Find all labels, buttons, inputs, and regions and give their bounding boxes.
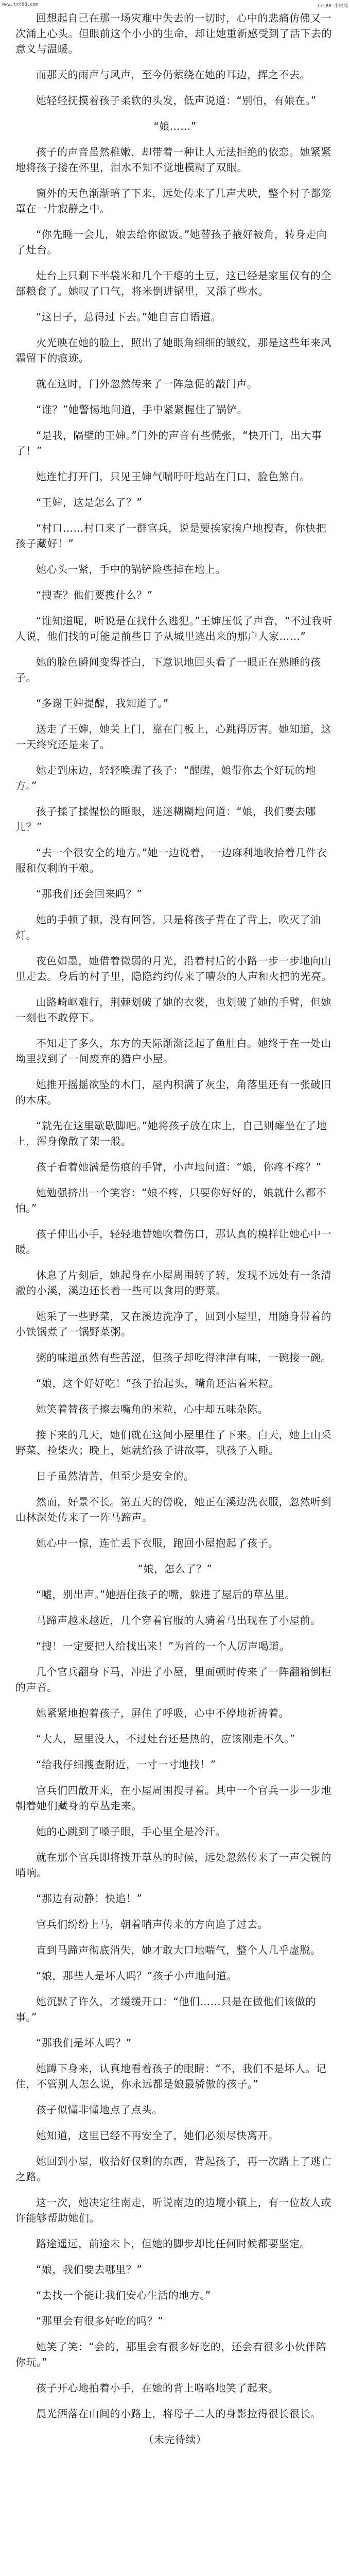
paragraph: 粥的味道虽然有些苦涩，但孩子却吃得津津有味，一碗接一碗。 (36, 1351, 331, 1364)
paragraph: 她心中一惊，连忙丢下衣服，跑回小屋抱起了孩子。 (36, 1537, 279, 1549)
paragraph: “娘，那些人是坏人吗？”孩子小声地问道。 (36, 1970, 237, 1982)
paragraph: “那边有动静！快追！” (36, 1892, 143, 1905)
paragraph: 她轻轻抚摸着孩子柔软的头发，低声说道：“别怕，有娘在。” (36, 94, 317, 107)
paragraph: “这日子，总得过下去。”她自言自语道。 (36, 311, 222, 323)
paragraph: 孩子伸出小手，轻轻地替她吹着伤口，那认真的模样让她心中一暖。 (15, 1228, 331, 1256)
paragraph: 她的脸色瞬间变得苍白，下意识地回头看了一眼正在熟睡的孩子。 (15, 656, 321, 684)
paragraph: “谁？”她警惕地问道，手中紧紧握住了锅铲。 (36, 403, 248, 416)
paragraph: 她心头一紧，手中的锅铲险些掉在地上。 (36, 563, 226, 575)
paragraph: 孩子开心地拍着小手，在她的背上咯咯地笑了起来。 (36, 2382, 279, 2394)
paragraph: “搜查？他们要搜什么？” (36, 589, 153, 601)
paragraph: 就在那个官兵即将拨开草丛的时候，远处忽然传来了一声尖锐的哨响。 (15, 1851, 331, 1879)
paragraph: “村口……村口来了一群官兵，说是要挨家挨户地搜查，你快把孩子藏好！” (15, 522, 327, 550)
paragraph: 孩子看着她满是伤痕的手臂，小声地问道：“娘，你疼不疼？” (36, 1161, 322, 1173)
article-body (15, 10, 335, 2458)
paragraph: “娘，这个好好吃！”孩子抬起头，嘴角还沾着米粒。 (36, 1377, 279, 1389)
paragraph: “你先睡一会儿，娘去给你做饭。”她替孩子掖好被角，转身走向了灶台。 (15, 228, 327, 256)
paragraph: “是我，隔壁的王婶。”门外的声音有些慌张，“快开门，出大事了！” (15, 429, 322, 457)
paragraph: “娘，我们要去哪里？” (36, 2263, 143, 2276)
paragraph: 她的手顿了顿，没有回答，只是将孩子背在了背上，吹灭了油灯。 (15, 913, 321, 941)
paragraph: 她笑着替孩子擦去嘴角的米粒，心中却五味杂陈。 (36, 1403, 268, 1415)
paragraph: 火光映在她的脸上，照出了她眼角细细的皱纹，那是这些年来风霜留下的痕迹。 (15, 336, 331, 364)
paragraph: 夜色如墨，她借着微弱的月光，沿着村后的小路一步一步地向山里走去。身后的村子里，隐隐约约传来了嘈杂的人声和火把的光亮。 (15, 955, 332, 982)
header-site-name: txt80 小说网 (317, 4, 348, 9)
paragraph: 她回到小屋，收拾好仅剩的东西，背起孩子，再一次踏上了逃亡之路。 (15, 2155, 331, 2183)
paragraph: “就先在这里歇歇脚吧。”她将孩子放在床上，自己则瘫坐在了地上，浑身像散了架一般。 (15, 1120, 327, 1147)
paragraph: 送走了王婶，她关上门，靠在门板上，心跳得厉害。她知道，这一天终究还是来了。 (15, 723, 331, 751)
paragraph: “谁知道呢，听说是在找什么逃犯。”王婶压低了声音，“不过我听人说，他们找的可能是前些日子从城里逃出来的那户人家……” (15, 615, 333, 642)
paragraph: 孩子似懂非懂地点了点头。 (36, 2104, 163, 2116)
paragraph: 她的心跳到了嗓子眼，手心里全是冷汗。 (36, 1825, 226, 1838)
paragraph: “嘘，别出声。”她捂住孩子的嘴，躲进了屋后的草丛里。 (36, 1588, 295, 1601)
paragraph: 晨光洒落在山间的小路上，将母子二人的身影拉得很长很长。 (36, 2408, 321, 2420)
paragraph: 山路崎岖难行，荆棘划破了她的衣裳，也划破了她的手臂，但她一刻也不敢停下。 (15, 996, 331, 1024)
paragraph: 官兵们四散开来，在小屋周围搜寻着。其中一个官兵一步一步地朝着她们藏身的草丛走来。 (15, 1784, 331, 1812)
paragraph: （未完待续） (143, 2433, 207, 2446)
paragraph: “去找一个能让我们安心生活的地方。” (36, 2289, 211, 2301)
paragraph: “娘……” (153, 120, 197, 132)
paragraph: “搜！一定要把人给找出来！”为首的一个人厉声喝道。 (36, 1640, 290, 1652)
paragraph: 孩子的声音虽然稚嫩，却带着一种让人无法拒绝的依恋。她紧紧地将孩子搂在怀里，泪水不知不觉地模糊了双眼。 (15, 146, 331, 174)
paragraph: 就在这时，门外忽然传来了一阵急促的敲门声。 (36, 378, 258, 390)
paragraph: 她连忙打开门，只见王婶气喘吁吁地站在门口，脸色煞白。 (36, 470, 310, 483)
paragraph: 回想起自己在那一场灾难中失去的一切时，心中的悲痛仿佛又一次涌上心头。但眼前这个小小的生命，却让她重新感受到了活下去的意义与温暖。 (15, 12, 332, 55)
paragraph: “多谢王婶提醒，我知道了。” (36, 697, 169, 709)
paragraph: 她知道，这里已经不再安全了，她们必须尽快离开。 (36, 2129, 279, 2142)
paragraph: 她勉强挤出一个笑容：“娘不疼，只要你好好的，娘就什么都不怕。” (15, 1187, 327, 1214)
paragraph: 灶台上只剩下半袋米和几个干瘪的土豆，这已经是家里仅有的全部粮食了。她叹了口气，将米倒进锅里，又添了些水。 (15, 269, 331, 297)
header-site-url[interactable]: www.txt80.com (2, 2, 39, 7)
page-header (2, 2, 348, 9)
paragraph: 几个官兵翻身下马，冲进了小屋，里面顿时传来了一阵翻箱倒柜的声音。 (15, 1666, 331, 1693)
paragraph: “给我仔细搜查附近，一寸一寸地找！” (36, 1758, 216, 1771)
paragraph: 这一次，她决定往南走，听说南边的边境小镇上，有一位故人或许能够帮助她们。 (15, 2196, 331, 2224)
paragraph: “娘，怎么了？” (137, 1563, 213, 1575)
paragraph: 马蹄声越来越近，几个穿着官服的人骑着马出现在了小屋前。 (36, 1614, 321, 1626)
paragraph: 日子虽然清苦，但至少是安全的。 (36, 1470, 195, 1482)
paragraph: 她沉默了许久，才缓缓开口：“他们……只是在做他们该做的事。” (15, 1995, 316, 2023)
paragraph: “去一个很安全的地方。”她一边说着，一边麻利地收拾着几件衣服和仅剩的干粮。 (15, 846, 327, 874)
paragraph: “那我们是坏人吗？” (36, 2037, 132, 2049)
paragraph: 她笑了笑：“会的，那里会有很多好吃的，还会有很多小伙伴陪你玩。” (15, 2341, 327, 2368)
paragraph: 她紧紧地抱着孩子，屏住了呼吸，心中不停地祈祷着。 (36, 1707, 289, 1719)
paragraph: 而那天的雨声与风声，至今仍萦绕在她的耳边，挥之不去。 (36, 69, 310, 81)
paragraph: 窗外的天色渐渐暗了下来，远处传来了几声犬吠，整个村子都笼罩在一片寂静之中。 (15, 187, 331, 215)
paragraph: 直到马蹄声彻底消失，她才敢大口地喘气，整个人几乎虚脱。 (36, 1944, 321, 1956)
paragraph: 接下来的几天，她们就在这间小屋里住了下来。白天，她上山采野菜、捡柴火；晚上，她就给孩子讲故事，哄孩子入睡。 (15, 1429, 331, 1456)
paragraph: 孩子揉了揉惺忪的睡眼，迷迷糊糊地问道：“娘，我们要去哪儿？” (15, 805, 316, 833)
paragraph: 她推开摇摇欲坠的木门，屋内积满了灰尘，角落里还有一张破旧的木床。 (15, 1078, 331, 1106)
paragraph: “王婶，这是怎么了？” (36, 496, 143, 509)
paragraph: 然而，好景不长。第五天的傍晚，她正在溪边洗衣服，忽然听到山林深处传来了一阵马蹄声。 (15, 1496, 331, 1523)
paragraph: “那我们还会回来吗？” (36, 888, 143, 900)
paragraph: 她蹲下身来，认真地看着孩子的眼睛：“不，我们不是坏人。记住，不管别人怎么说，你永远都是娘最骄傲的孩子。” (15, 2062, 327, 2090)
paragraph: 路途遥远，前途未卜，但她的脚步却比任何时候都要坚定。 (36, 2238, 310, 2250)
paragraph: “那里会有很多好吃的吗？” (36, 2315, 164, 2327)
paragraph: 休息了片刻后，她起身在小屋周围转了转，发现不远处有一条清澈的小溪，溪边还长着一些可以食用的野菜。 (15, 1269, 331, 1297)
paragraph: “大人，屋里没人，不过灶台还是热的，应该刚走不久。” (36, 1733, 295, 1745)
paragraph: 不知走了多久，东方的天际渐渐泛起了鱼肚白。她终于在一处山坳里找到了一间废弃的猎户小屋。 (15, 1037, 331, 1065)
paragraph: 她走到床边，轻轻唤醒了孩子：“醒醒，娘带你去个好玩的地方。” (15, 764, 316, 792)
paragraph: 她采了一些野菜，又在溪边洗净了，回到小屋里，用随身带着的小铁锅煮了一锅野菜粥。 (15, 1310, 331, 1338)
paragraph: 官兵们纷纷上马，朝着哨声传来的方向追了过去。 (36, 1918, 268, 1930)
